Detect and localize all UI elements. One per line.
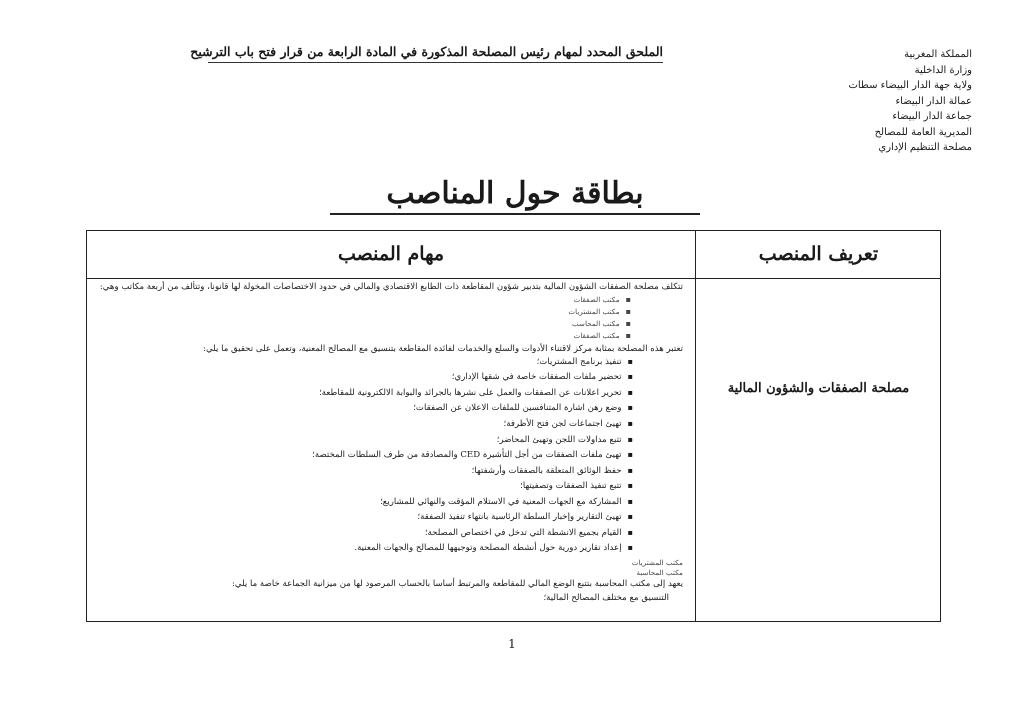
tasks-list: [97, 281, 683, 621]
office-item: ▪ مكتب المشتريات: [568, 306, 631, 318]
authority-line: مصلحة التنظيم الإداري: [878, 142, 972, 153]
authority-line: جماعة الدار البيضاء: [892, 111, 972, 122]
tasks-intro: تتكلف مصلحة الصفقات الشؤون المالية بتدبير شؤون المقاطعة ذات الطابع الاقتصادي والمالي في حدود الاختصاصات المخولة لها قانونا، وتتألف من أربعة مكاتب وهي:: [99, 282, 683, 292]
column-divider: [695, 231, 696, 621]
task-item: ▪ تحضير ملفات الصفقات خاصة في شقها الإداري؛: [452, 371, 633, 383]
authority-header: [782, 47, 972, 156]
task-item: ▪ تهيئ ملفات الصفقات من أجل التأشيرة CED والمصادقة من طرف السلطات المختصة؛: [312, 449, 633, 461]
accounting-intro: يعهد إلى مكتب المحاسبة بتتبع الوضع المالي للمقاطعة والمرتبط أساسا بالحساب المرصود لها من ميزانية الجماعة خاصة ما يلي:: [231, 579, 683, 589]
column-header-tasks: مهام المنصب: [337, 243, 445, 265]
office-item: ▪ مكتب المحاسب: [572, 318, 631, 330]
office-item: ▪ مكتب الصفقات: [574, 294, 631, 306]
annex-title: الملحق المحدد لمهام رئيس المصلحة المذكورة في المادة الرابعة من قرار فتح باب الترشيح: [208, 44, 663, 63]
authority-line: المملكة المغربية: [904, 49, 972, 60]
task-item: ▪ إعداد تقارير دورية حول أنشطة المصلحة وتوجيهها للمصالح والجهات المعنية.: [354, 542, 633, 554]
office-item: ▪ مكتب الصفقات: [574, 330, 631, 342]
task-item: ▪ حفظ الوثائق المتعلقة بالصفقات وأرشفتها؛: [472, 465, 633, 477]
footer-office: مكتب المشتريات: [631, 558, 683, 567]
task-item: ▪ تتبع مداولات اللجن وتهيئ المحاضر؛: [497, 434, 633, 446]
task-item: ▪ تهيئ التقارير وإخبار السلطة الرئاسية بانتهاء تنفيذ الصفقة؛: [417, 511, 633, 523]
task-item: ▪ تتبع تنفيذ الصفقات وتصفيتها؛: [520, 480, 633, 492]
page-number: 1: [508, 637, 516, 651]
page-title: بطاقة حول المناصب: [330, 176, 700, 215]
task-item: ▪ القيام بجميع الانشطة التي تدخل في اختصاص المصلحة؛: [425, 527, 633, 539]
task-item: ▪ المشاركة مع الجهات المعنية في الاستلام المؤقت والنهائي للمشاريع؛: [380, 496, 633, 508]
post-name: مصلحة الصفقات والشؤون المالية: [727, 381, 910, 396]
task-item: ▪ وضع رهن اشارة المتنافسين للملفات الاعلان عن الصفقات؛: [413, 402, 633, 414]
column-header-definition: تعريف المنصب: [758, 243, 879, 265]
accounting-task: التنسيق مع مختلف المصالح المالية؛: [543, 593, 669, 603]
header-divider: [87, 278, 940, 279]
task-item: ▪ تهيئ اجتماعات لجن فتح الأظرفة؛: [504, 418, 633, 430]
authority-line: عمالة الدار البيضاء: [895, 95, 972, 107]
footer-office: مكتب المحاسبة: [636, 568, 683, 577]
posts-card-table: [86, 230, 941, 622]
role-intro: تعتبر هذه المصلحة بمثابة مركز لاقتناء الأدوات والسلع والخدمات لفائدة المقاطعة بتنسيق مع المصالح المعنية، وتعمل على تحقيق ما يلي:: [203, 344, 683, 354]
authority-line: المديرية العامة للمصالح: [874, 126, 972, 138]
task-item: ▪ تحرير اعلانات عن الصفقات والعمل على نشرها بالجرائد والبوابة الالكترونية للمقاطعة؛: [319, 387, 633, 399]
authority-line: ولاية جهة الدار البيضاء سطات: [848, 80, 972, 91]
task-item: ▪ تنفيذ برنامج المشتريات؛: [537, 356, 633, 368]
authority-line: وزارة الداخلية: [914, 64, 972, 76]
